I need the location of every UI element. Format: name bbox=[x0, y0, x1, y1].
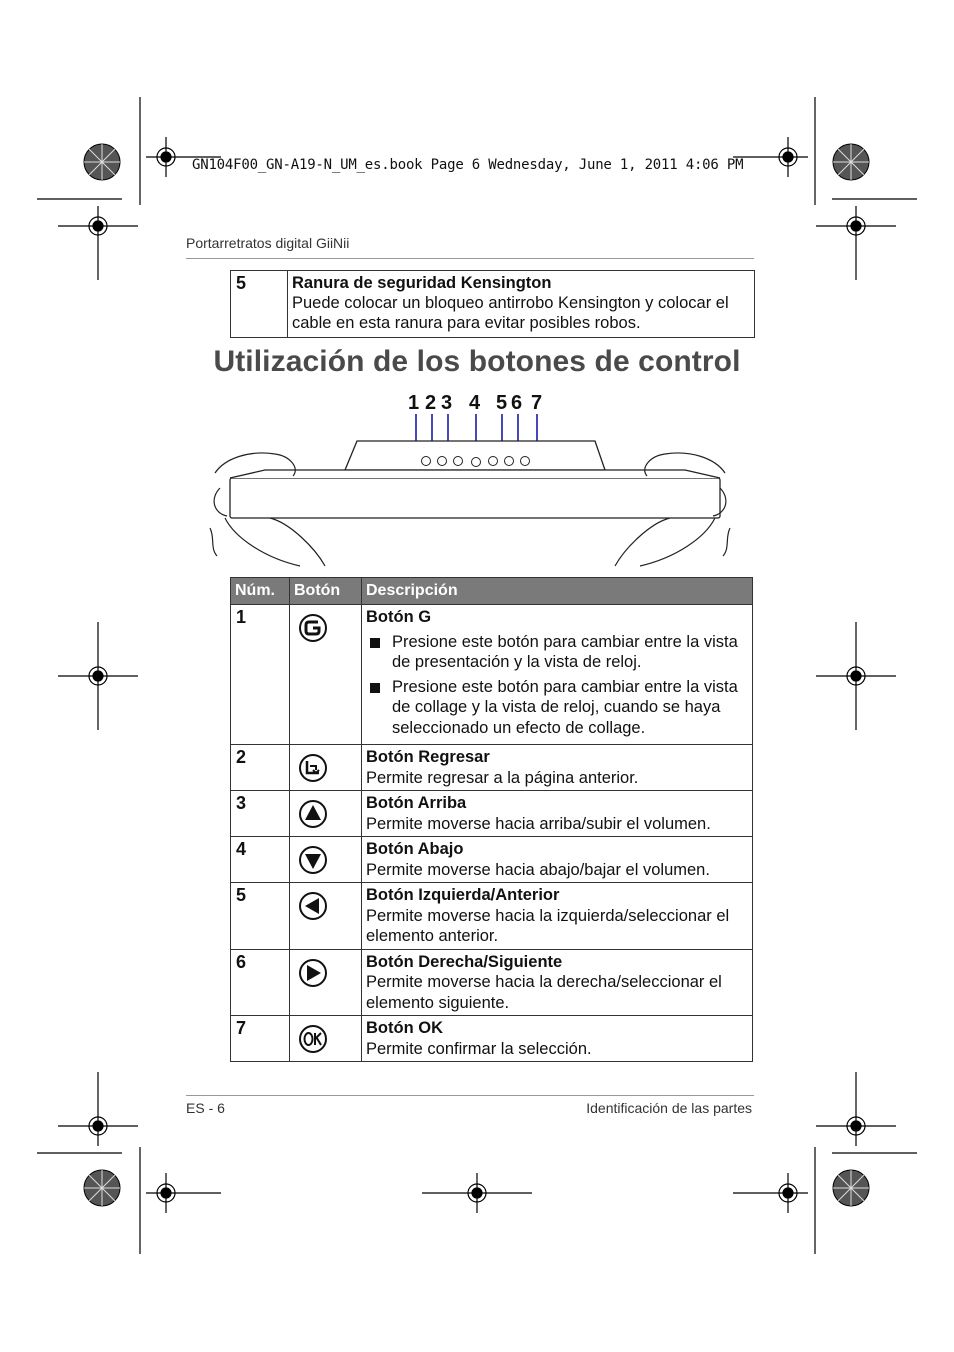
diagram-label: 5 bbox=[496, 392, 508, 414]
button-cell bbox=[290, 949, 362, 1016]
table-row bbox=[231, 271, 755, 338]
row-text: Permite confirmar la selección. bbox=[366, 1039, 592, 1058]
description-cell bbox=[362, 837, 753, 883]
row-text: Permite moverse hacia la derecha/seleccionar el elemento siguiente. bbox=[366, 973, 722, 1012]
header-button: Botón bbox=[290, 578, 362, 605]
table-header-row bbox=[231, 578, 753, 605]
table-row bbox=[231, 791, 753, 837]
section-title: Utilización de los botones de control bbox=[213, 345, 741, 378]
row-title: Botón Arriba bbox=[366, 794, 467, 812]
header-description: Descripción bbox=[362, 578, 753, 605]
row-number: 4 bbox=[231, 837, 290, 883]
row-number: 5 bbox=[231, 271, 288, 338]
row-title: Botón Derecha/Siguiente bbox=[366, 952, 563, 971]
description-cell bbox=[362, 745, 753, 791]
row-text: Puede colocar un bloqueo antirrobo Kensington y colocar el cable en esta ranura para evitar posibles robos. bbox=[292, 294, 729, 332]
table-row bbox=[231, 745, 753, 791]
description-cell bbox=[362, 605, 753, 745]
row-text: Permite moverse hacia abajo/bajar el volumen. bbox=[366, 860, 710, 879]
button-cell bbox=[290, 791, 362, 837]
diagram-label: 7 bbox=[531, 392, 543, 414]
diagram-label: 6 bbox=[511, 392, 523, 414]
row-number: 1 bbox=[231, 605, 290, 745]
row-number: 6 bbox=[231, 949, 290, 1016]
row-description-cell bbox=[288, 271, 755, 338]
frame-buttons-diagram bbox=[205, 388, 735, 573]
g-button-icon bbox=[298, 613, 328, 643]
diagram-label: 2 bbox=[425, 392, 437, 414]
diagram-label: 4 bbox=[469, 392, 481, 414]
diagram-label: 1 bbox=[408, 392, 420, 414]
header-num: Núm. bbox=[231, 578, 290, 605]
footer-section: Identificación de las partes bbox=[586, 1100, 752, 1116]
ok-button-icon bbox=[298, 1024, 328, 1054]
row-number: 3 bbox=[231, 791, 290, 837]
table-row bbox=[231, 837, 753, 883]
row-number: 5 bbox=[231, 883, 290, 950]
list-item: Presione este botón para cambiar entre la vista de collage y la vista de reloj, cuando se haya seleccionado un efecto de collage. bbox=[366, 677, 748, 739]
header-rule bbox=[186, 258, 754, 259]
row-title: Botón Abajo bbox=[366, 840, 464, 858]
table-row bbox=[231, 605, 753, 745]
footer-rule bbox=[186, 1095, 754, 1096]
row-title: Botón Regresar bbox=[366, 748, 490, 766]
table-row bbox=[231, 883, 753, 950]
button-cell bbox=[290, 1016, 362, 1062]
left-arrow-icon bbox=[298, 891, 328, 921]
return-icon bbox=[298, 753, 328, 783]
row-number: 2 bbox=[231, 745, 290, 791]
row-text: Permite regresar a la página anterior. bbox=[366, 768, 639, 787]
description-cell bbox=[362, 1016, 753, 1062]
diagram-label: 3 bbox=[441, 392, 453, 414]
row-title: Botón Izquierda/Anterior bbox=[366, 886, 560, 904]
right-arrow-icon bbox=[298, 958, 328, 988]
list-item: Presione este botón para cambiar entre la vista de presentación y la vista de reloj. bbox=[366, 632, 748, 673]
row-title: Botón G bbox=[366, 608, 432, 626]
page-number: ES - 6 bbox=[186, 1100, 225, 1116]
row-text: Permite moverse hacia arriba/subir el volumen. bbox=[366, 814, 711, 833]
up-arrow-icon bbox=[298, 799, 328, 829]
button-cell bbox=[290, 883, 362, 950]
running-header: Portarretratos digital GiiNii bbox=[186, 235, 350, 251]
table-row bbox=[231, 949, 753, 1016]
description-cell bbox=[362, 949, 753, 1016]
buttons-table bbox=[230, 577, 753, 1062]
bullet-list bbox=[366, 632, 748, 739]
button-cell bbox=[290, 745, 362, 791]
kensington-table bbox=[230, 270, 755, 338]
row-title: Ranura de seguridad Kensington bbox=[292, 274, 552, 292]
description-cell bbox=[362, 883, 753, 950]
print-slug: GN104F00_GN-A19-N_UM_es.book Page 6 Wednesday, June 1, 2011 4:06 PM bbox=[192, 157, 744, 173]
row-number: 7 bbox=[231, 1016, 290, 1062]
table-row bbox=[231, 1016, 753, 1062]
button-cell bbox=[290, 837, 362, 883]
row-title: Botón OK bbox=[366, 1019, 443, 1037]
down-arrow-icon bbox=[298, 845, 328, 875]
button-cell bbox=[290, 605, 362, 745]
description-cell bbox=[362, 791, 753, 837]
row-text: Permite moverse hacia la izquierda/seleccionar el elemento anterior. bbox=[366, 906, 730, 945]
